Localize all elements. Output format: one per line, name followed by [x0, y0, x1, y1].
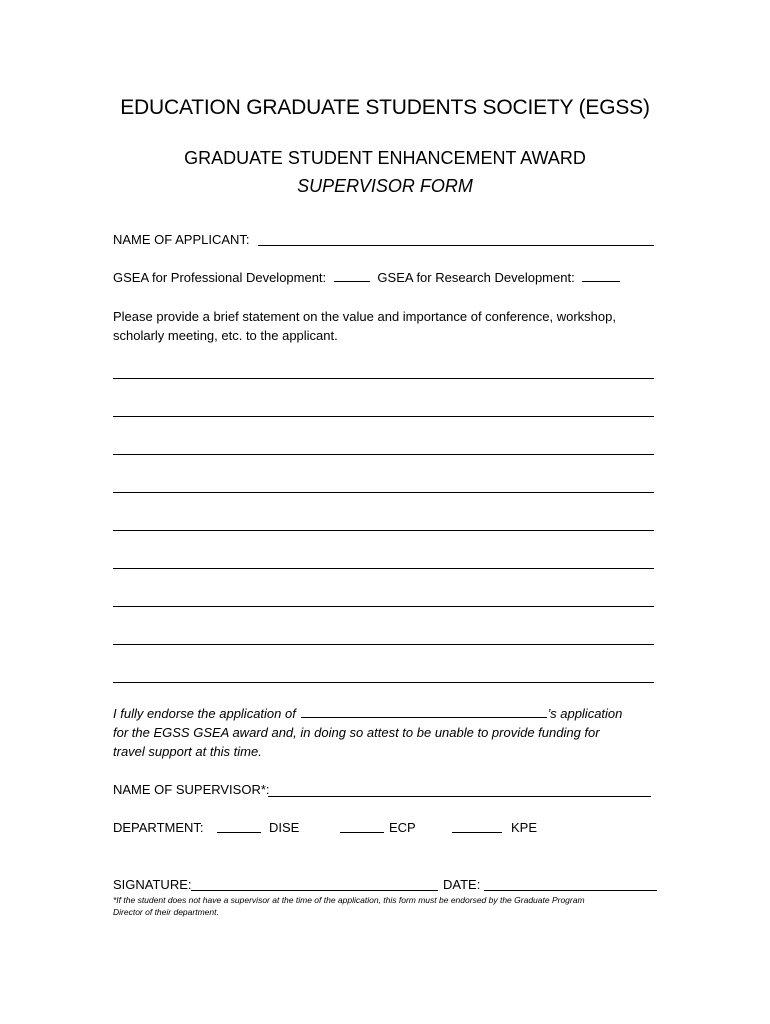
department-label: DEPARTMENT:	[113, 820, 204, 835]
endorse-applicant-field[interactable]	[301, 704, 547, 718]
gsea-prof-field[interactable]	[334, 268, 370, 282]
dept-ecp-field[interactable]	[340, 832, 384, 833]
award-subtitle: GRADUATE STUDENT ENHANCEMENT AWARD	[184, 148, 586, 168]
date-field[interactable]	[484, 890, 657, 891]
endorse-line1	[113, 704, 622, 723]
page-title: EDUCATION GRADUATE STUDENTS SOCIETY (EGSS)	[120, 96, 650, 119]
statement-line[interactable]	[113, 416, 654, 417]
statement-prompt-line1: Please provide a brief statement on the value and importance of conference, workshop,	[113, 309, 616, 324]
statement-line[interactable]	[113, 492, 654, 493]
dept-option-kpe: KPE	[511, 820, 538, 835]
dept-option-ecp: ECP	[389, 820, 416, 835]
statement-line[interactable]	[113, 378, 654, 379]
endorse-line2: for the EGSS GSEA award and, in doing so attest to be unable to provide funding for	[113, 725, 600, 740]
signature-field[interactable]	[191, 890, 438, 891]
gsea-prof-row	[113, 268, 620, 287]
gsea-research-field[interactable]	[582, 268, 620, 282]
footnote-line2: Director of their department.	[113, 907, 219, 917]
applicant-name-field[interactable]	[258, 245, 654, 246]
statement-line[interactable]	[113, 530, 654, 531]
gsea-research-label: GSEA for Research Development:	[377, 270, 575, 285]
footnote-line1: *If the student does not have a supervisor at the time of the application, this form must be endorsed by the Graduate Program	[113, 895, 585, 905]
statement-line[interactable]	[113, 454, 654, 455]
statement-prompt-line2: scholarly meeting, etc. to the applicant.	[113, 328, 338, 343]
date-label: DATE:	[443, 877, 481, 892]
dept-dise-field[interactable]	[217, 832, 261, 833]
gsea-prof-label: GSEA for Professional Development:	[113, 270, 327, 285]
dept-kpe-field[interactable]	[452, 832, 502, 833]
endorse-part1: I fully endorse the application of	[113, 706, 296, 721]
dept-option-dise: DISE	[269, 820, 300, 835]
statement-line[interactable]	[113, 568, 654, 569]
statement-line[interactable]	[113, 682, 654, 683]
endorse-part2: ’s application	[547, 706, 623, 721]
statement-line[interactable]	[113, 644, 654, 645]
form-name: SUPERVISOR FORM	[297, 176, 473, 196]
applicant-label: NAME OF APPLICANT:	[113, 232, 250, 247]
endorse-line3: travel support at this time.	[113, 744, 262, 759]
supervisor-name-field[interactable]	[268, 796, 651, 797]
supervisor-label: NAME OF SUPERVISOR*:	[113, 782, 270, 797]
statement-line[interactable]	[113, 606, 654, 607]
signature-label: SIGNATURE:	[113, 877, 192, 892]
